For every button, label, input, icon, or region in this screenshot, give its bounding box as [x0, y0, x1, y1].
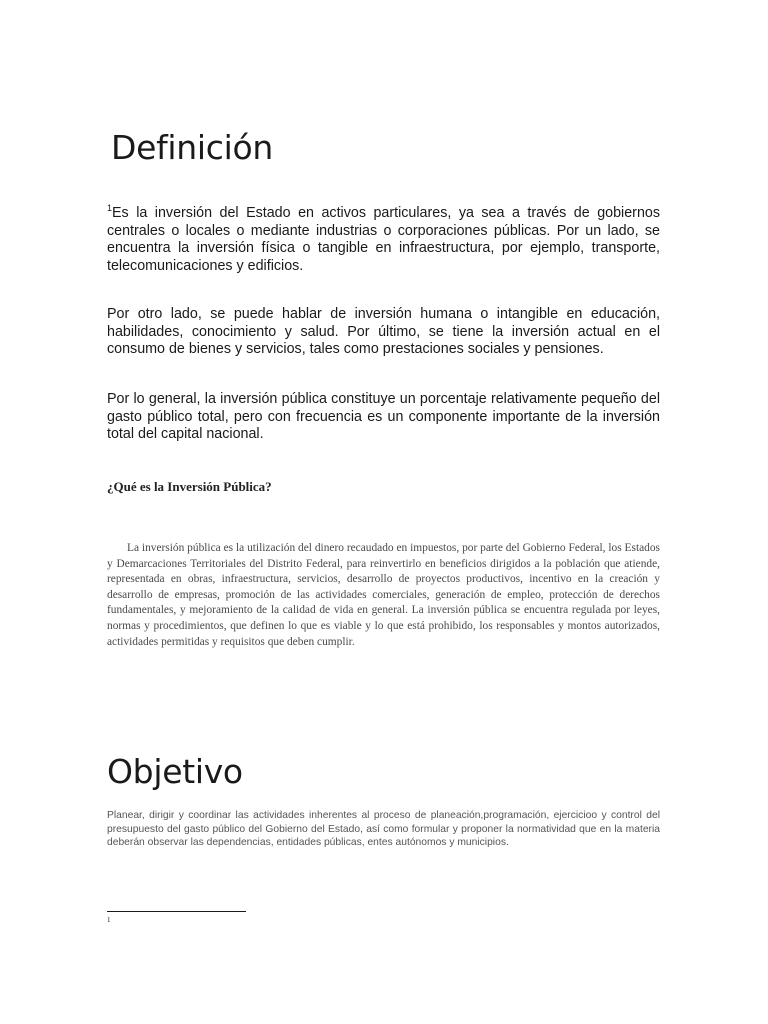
- definicion-paragraph-3: Por lo general, la inversión pública constituye un porcentaje relativamente pequeño del gasto público total, pero con frecuencia es un componente importante de la inversión total del capital nacional.: [107, 391, 660, 443]
- objetivo-paragraph: Planear, dirigir y coordinar las actividades inherentes al proceso de planeación,programación, ejercicioo y control del presupuesto del gasto público del Gobierno del Estado, así como formular y proponer la normatividad que en la materia deberán observar las dependencias, entidades públicas, entes autónomos y municipios.: [107, 810, 660, 849]
- que-es-paragraph: La inversión pública es la utilización del dinero recaudado en impuestos, por parte del Gobierno Federal, los Estados y Demarcaciones Territoriales del Distrito Federal, para reinvertirlo en beneficios dirigidos a la población que atiende, representada en obras, infraestructura, servicios, desarrollo de proyectos productivos, incentivo en la creación y desarrollo de empresas, promoción de las actividades comerciales, generación de empleo, protección de derechos fundamentales, y mejoramiento de la calidad de vida en general. La inversión pública se encuentra regulada por leyes, normas y procedimientos, que definen lo que es viable y lo que está prohibido, los responsables y montos autorizados, actividades permitidas y requisitos que deben cumplir.: [107, 542, 660, 648]
- objetivo-heading: Objetivo: [107, 752, 243, 791]
- definicion-paragraph-1-text: Es la inversión del Estado en activos particulares, ya sea a través de gobiernos centrales o locales o mediante industrias o corporaciones públicas. Por un lado, se encuentra la inversión física o tangible en infraestructura, por ejemplo, transporte, telecomunicaciones y edificios.: [107, 205, 660, 274]
- footnote-mark: 1: [107, 916, 111, 924]
- footnote-reference[interactable]: 1: [107, 203, 113, 214]
- definicion-paragraph-2: Por otro lado, se puede hablar de inversión humana o intangible en educación, habilidades, conocimiento y salud. Por último, se tiene la inversión actual en el consumo de bienes y servicios, tales como prestaciones sociales y pensiones.: [107, 306, 660, 358]
- que-es-heading: ¿Qué es la Inversión Pública?: [107, 479, 272, 494]
- footnote-separator: [107, 911, 246, 912]
- definicion-heading: Definición: [111, 128, 274, 167]
- definicion-paragraph-1: [107, 205, 660, 275]
